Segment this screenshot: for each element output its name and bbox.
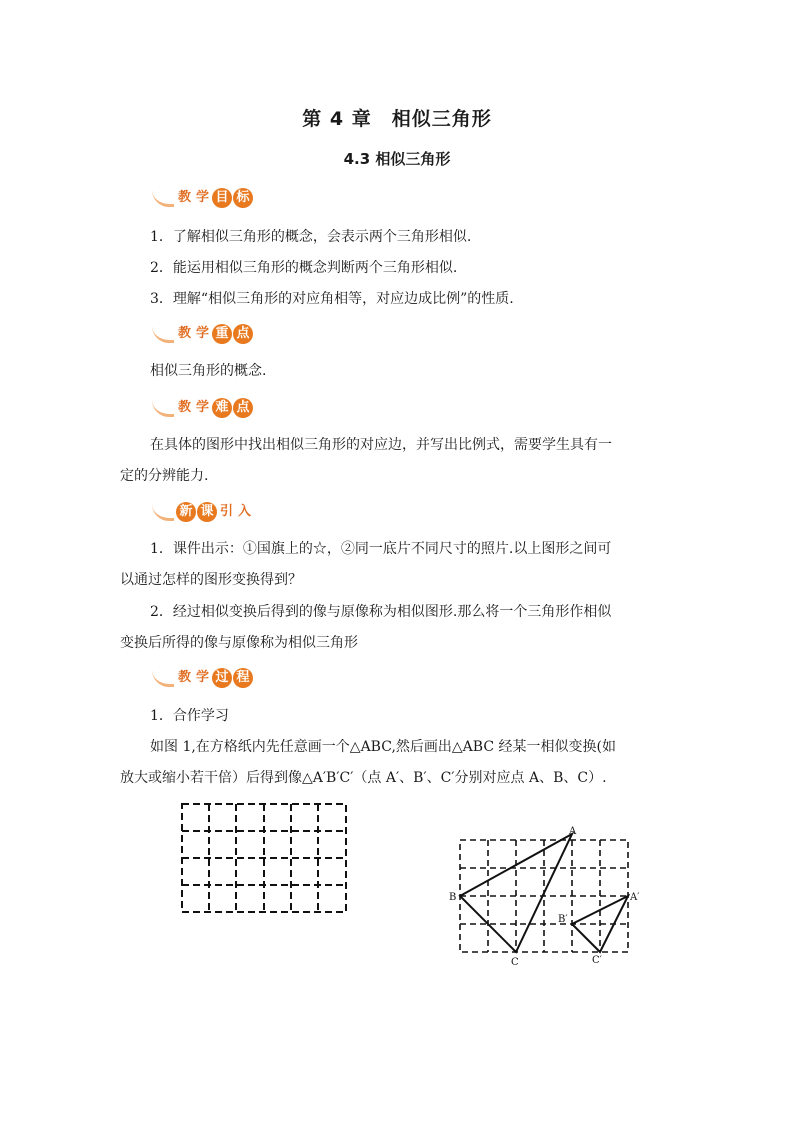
badge-char: 点 [233,398,253,418]
goal-item: 3．理解“相似三角形的对应角相等，对应边成比例”的性质. [150,291,514,307]
badge-char: 标 [233,188,253,208]
badge-char: 学 [196,400,210,415]
point-label-c: C [511,957,519,968]
process-text-line: 放大或缩小若干倍）后得到像△A′B′C′（点 A′、B′、C′分别对应点 A、B、C）. [120,770,607,786]
badge-char: 学 [196,670,210,685]
badge-char: 学 [196,326,210,341]
chapter-title: 第 4 章 相似三角形 [302,108,492,130]
swoosh-decoration-icon [152,400,174,417]
section-title: 4.3 相似三角形 [343,150,451,168]
point-label-b: B [449,892,457,903]
badge-char: 点 [233,324,253,344]
badge-char: 教 [178,326,192,341]
badge-char: 重 [212,324,232,344]
blank-grid-figure [178,800,353,916]
section-badge-key-points [152,322,254,346]
badge-char: 教 [178,400,192,415]
process-text-line: 如图 1,在方格纸内先任意画一个△ABC,然后画出△ABC 经某一相似变换(如 [150,739,616,755]
point-label-a: A [569,826,577,837]
point-label-c-prime: C′ [592,955,602,966]
goal-item: 2．能运用相似三角形的概念判断两个三角形相似. [150,260,458,276]
intro-text-line: 以通过怎样的图形变换得到？ [120,572,302,588]
section-badge-intro [152,500,254,524]
process-step-title: 1．合作学习 [150,708,229,724]
badge-char: 课 [197,502,217,522]
badge-char: 学 [196,190,210,205]
point-label-a-prime: A′ [630,892,640,903]
triangles-figure [440,822,650,968]
intro-text-line: 1．课件出示：①国旗上的☆，②同一底片不同尺寸的照片.以上图形之间可 [150,541,612,557]
key-point-text: 相似三角形的概念. [150,363,267,379]
section-badge-process [152,666,254,690]
swoosh-decoration-icon [152,326,174,343]
swoosh-decoration-icon [152,190,174,207]
badge-char: 程 [233,668,253,688]
swoosh-decoration-icon [152,670,174,687]
badge-char: 新 [176,502,196,522]
section-badge-difficulties [152,396,254,420]
difficulty-text-line: 定的分辨能力. [120,468,209,484]
badge-char: 教 [178,190,192,205]
swoosh-decoration-icon [152,504,174,521]
section-badge-goals [152,186,254,210]
intro-text-line: 变换后所得的像与原像称为相似三角形 [120,635,358,651]
badge-char: 过 [212,668,232,688]
badge-char: 入 [238,504,252,519]
difficulty-text-line: 在具体的图形中找出相似三角形的对应边，并写出比例式，需要学生具有一 [150,437,612,453]
badge-char: 引 [220,504,234,519]
badge-char: 目 [212,188,232,208]
goal-item: 1．了解相似三角形的概念，会表示两个三角形相似. [150,229,472,245]
badge-char: 难 [212,398,232,418]
intro-text-line: 2．经过相似变换后得到的像与原像称为相似图形.那么将一个三角形作相似 [150,604,612,620]
badge-char: 教 [178,670,192,685]
point-label-b-prime: B′ [558,914,568,925]
